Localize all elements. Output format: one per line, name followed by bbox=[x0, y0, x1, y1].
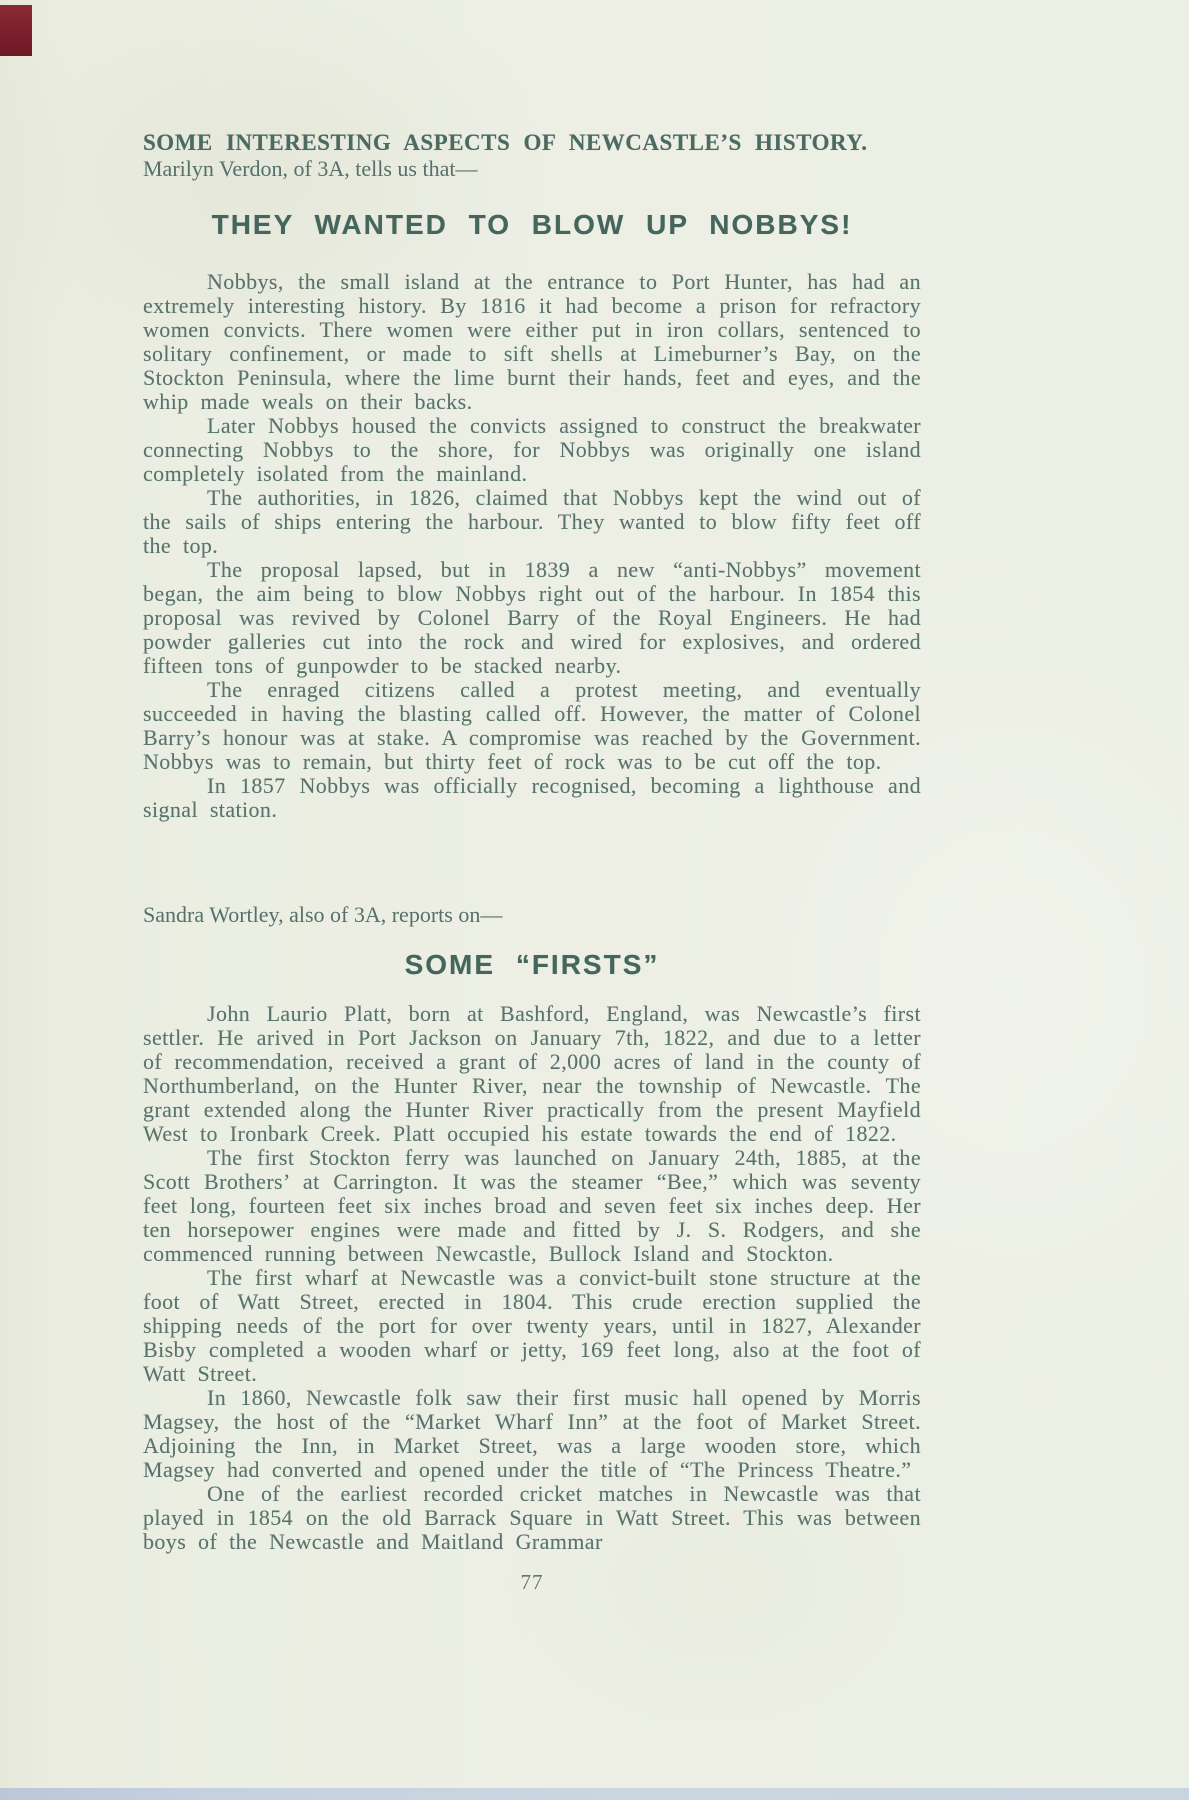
article1-paragraph: Later Nobbys housed the convicts assigned to construct the breakwater connecting Nobbys to the shore, for Nobbys was originally one island completely isolated from the mainland. bbox=[143, 413, 921, 486]
article2-paragraph: The first Stockton ferry was launched on January 24th, 1885, at the Scott Brothers’ at Carrington. It was the steamer “Bee,” which was seventy feet long, fourteen feet six inches broad and seven feet six inches deep. Her ten horsepower engines were made and fitted by J. S. Rodgers, and she commenced running between Newcastle, Bullock Island and Stockton. bbox=[143, 1145, 921, 1266]
article2-paragraph: John Laurio Platt, born at Bashford, England, was Newcastle’s first settler. He arived in Port Jackson on January 7th, 1822, and due to a letter of recommendation, received a grant of 2,000 acres of land in the county of Northumberland, on the Hunter River, near the township of Newcastle. The grant extended along the Hunter River practically from the present Mayfield West to Ironbark Creek. Platt occupied his estate towards the end of 1822. bbox=[143, 1001, 921, 1146]
section-title: SOME INTERESTING ASPECTS OF NEWCASTLE’S HISTORY. bbox=[143, 130, 868, 155]
page-text-column bbox=[143, 0, 921, 1595]
article2-paragraph: The first wharf at Newcastle was a convict-built stone structure at the foot of Watt Street, erected in 1804. This crude erection supplied the shipping needs of the port for over twenty years, until in 1827, Alexander Bisby completed a wooden wharf or jetty, 169 feet long, also at the foot of Watt Street. bbox=[143, 1265, 921, 1386]
article1-paragraph: Nobbys, the small island at the entrance to Port Hunter, has had an extremely interesting history. By 1816 it had become a prison for refractory women convicts. There women were either put in iron collars, sentenced to solitary confinement, or made to sift shells at Limeburner’s Bay, on the Stockton Peninsula, where the lime burnt their hands, feet and eyes, and the whip made weals on their backs. bbox=[143, 269, 921, 414]
article1-paragraph: The proposal lapsed, but in 1839 a new “anti-Nobbys” movement began, the aim being to blow Nobbys right out of the harbour. In 1854 this proposal was revived by Colonel Barry of the Royal Engineers. He had powder galleries cut into the rock and wired for explosives, and ordered fifteen tons of gunpowder to be stacked nearby. bbox=[143, 557, 921, 678]
article2-byline: Sandra Wortley, also of 3A, reports on— bbox=[143, 902, 503, 927]
article1-paragraph: The authorities, in 1826, claimed that Nobbys kept the wind out of the sails of ships entering the harbour. They wanted to blow fifty feet off the top. bbox=[143, 485, 921, 558]
article1-paragraph: The enraged citizens called a protest meeting, and eventually succeeded in having the blasting called off. However, the matter of Colonel Barry’s honour was at stake. A compromise was reached by the Government. Nobbys was to remain, but thirty feet of rock was to be cut off the top. bbox=[143, 677, 921, 774]
article1-paragraph: In 1857 Nobbys was officially recognised, becoming a lighthouse and signal station. bbox=[143, 773, 921, 822]
page-number: 77 bbox=[520, 1570, 544, 1594]
article2-headline: SOME “FIRSTS” bbox=[404, 949, 660, 980]
article2-paragraph: One of the earliest recorded cricket matches in Newcastle was that played in 1854 on the old Barrack Square in Watt Street. This was between boys of the Newcastle and Maitland Grammar bbox=[143, 1481, 921, 1554]
article2-paragraph: In 1860, Newcastle folk saw their first music hall opened by Morris Magsey, the host of the “Market Wharf Inn” at the foot of Market Street. Adjoining the Inn, in Market Street, was a large wooden store, which Magsey had converted and opened under the title of “The Princess Theatre.” bbox=[143, 1385, 921, 1482]
scan-bottom-edge bbox=[0, 1788, 1189, 1800]
scan-corner-mark bbox=[0, 5, 32, 56]
article1-headline: THEY WANTED TO BLOW UP NOBBYS! bbox=[211, 209, 853, 240]
article1-byline: Marilyn Verdon, of 3A, tells us that— bbox=[143, 156, 478, 181]
